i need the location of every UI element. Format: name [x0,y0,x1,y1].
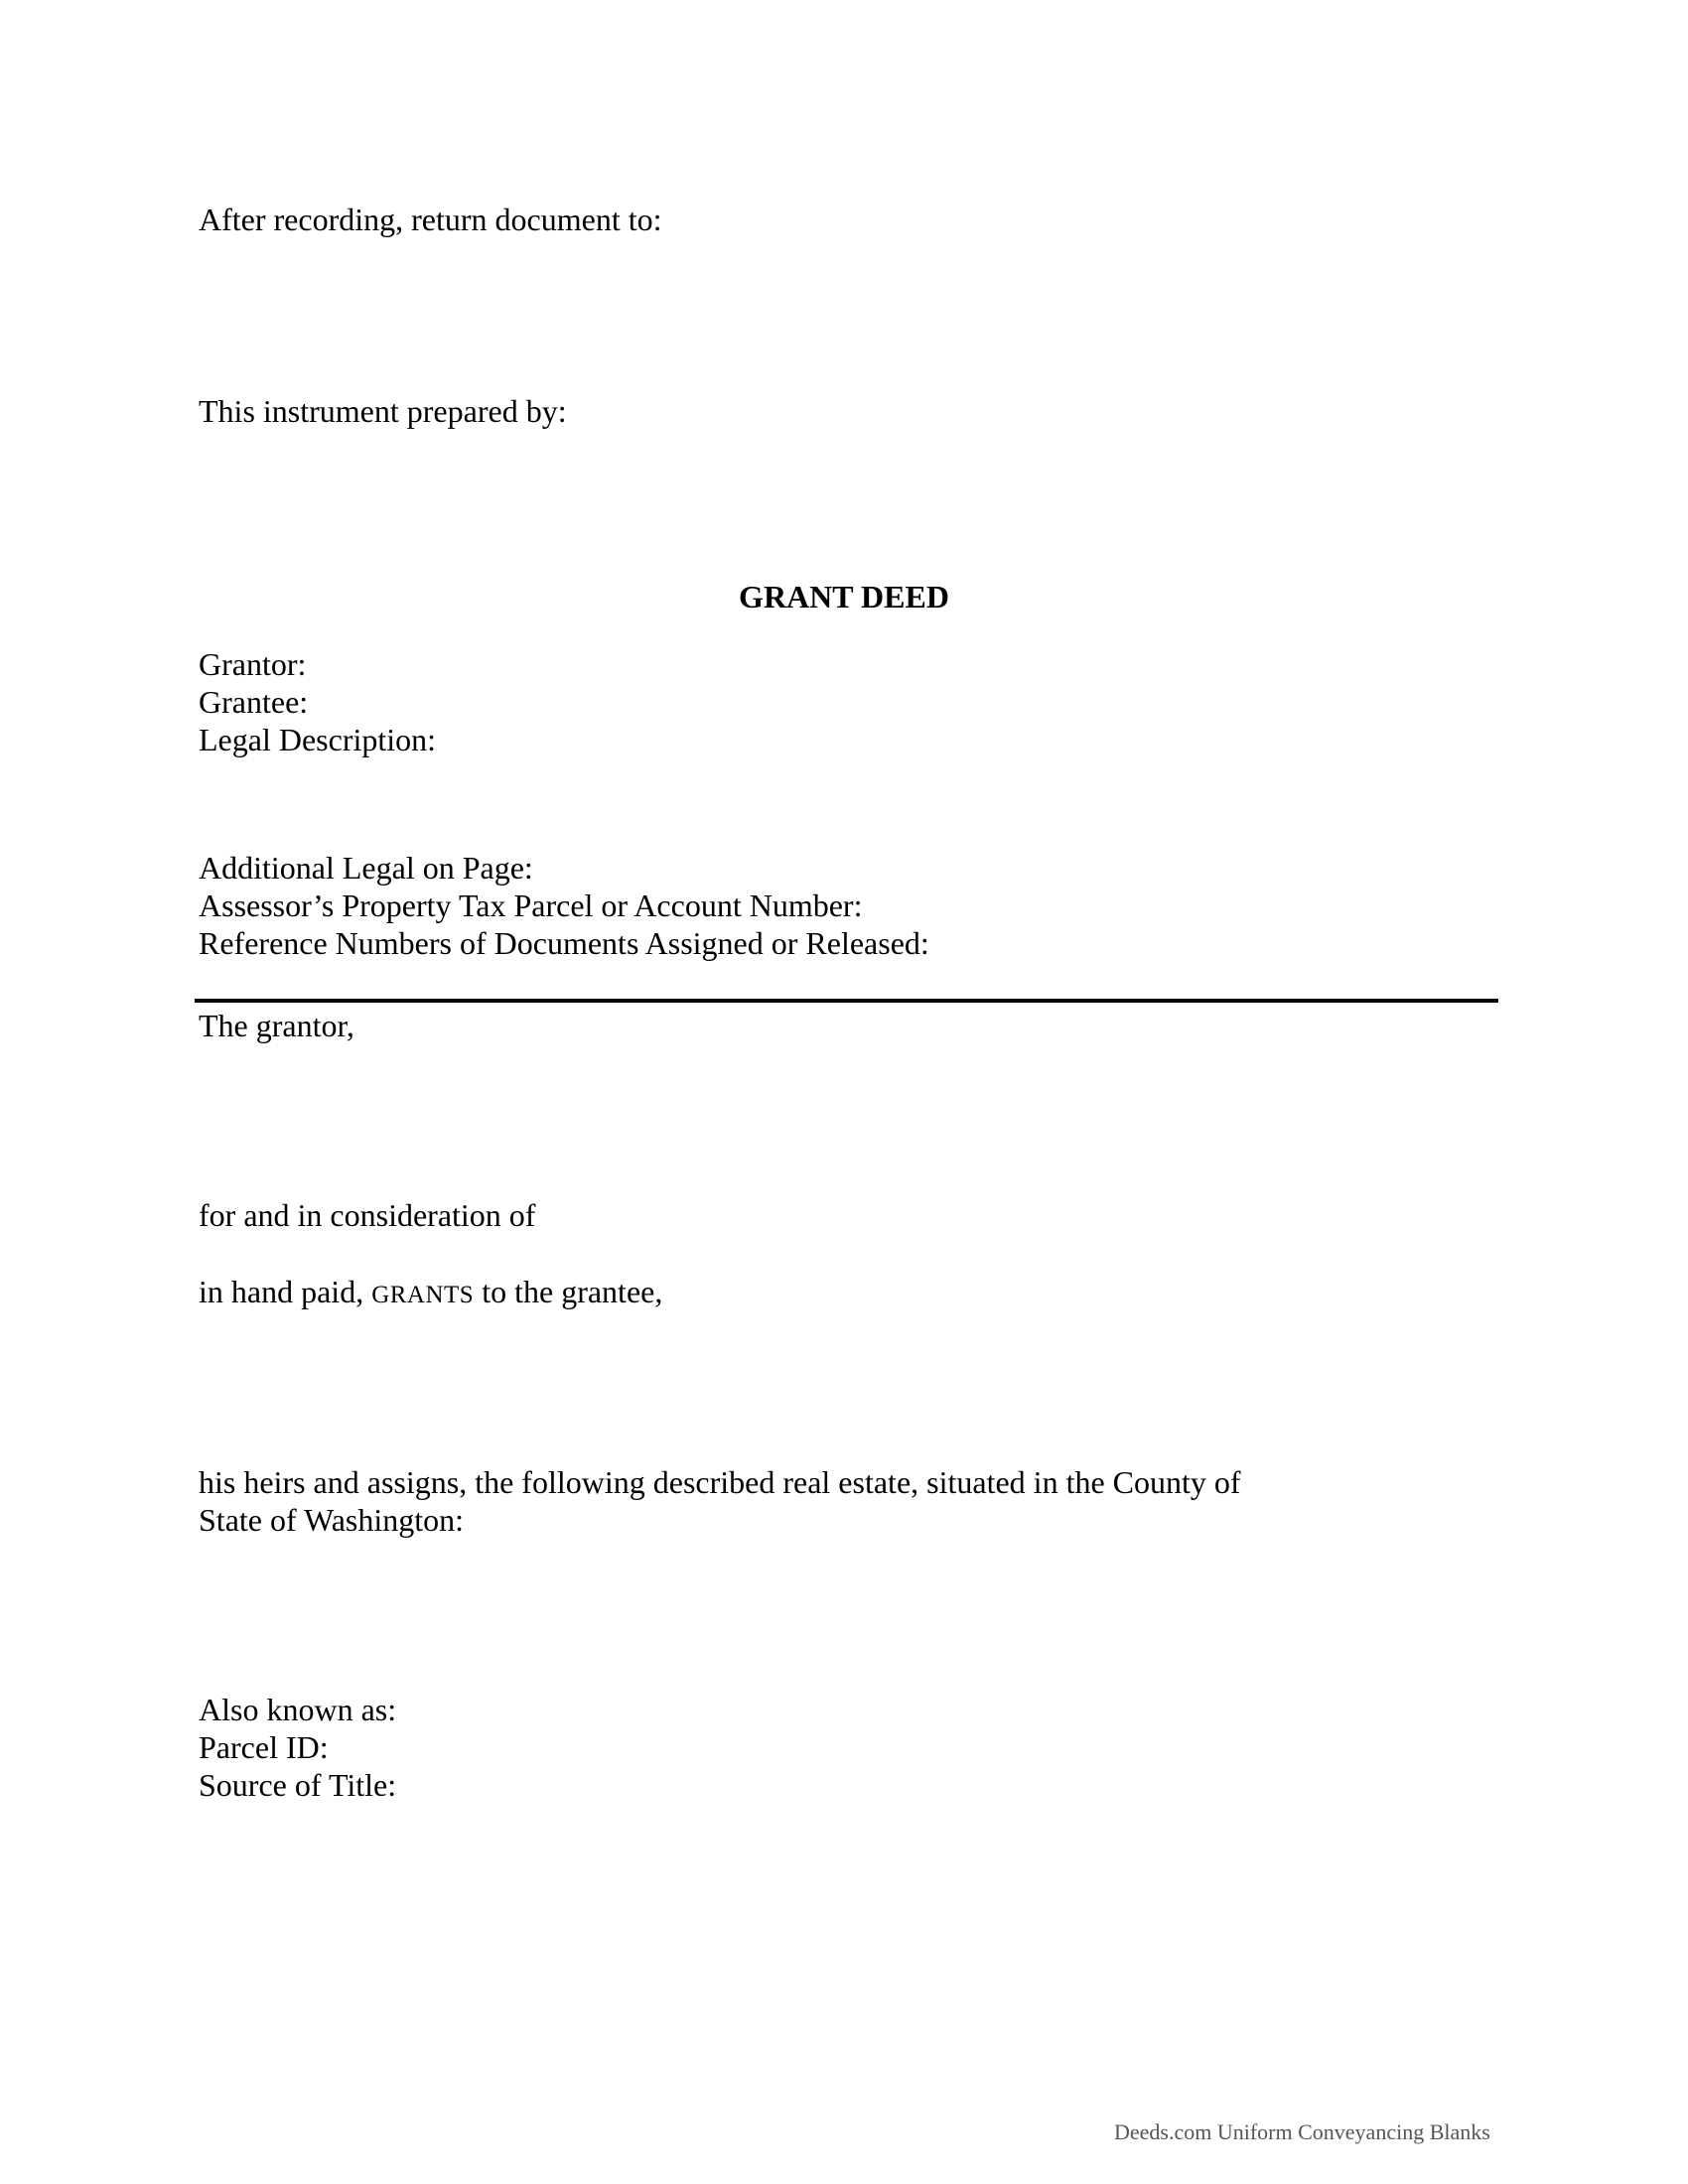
horizontal-rule [195,999,1498,1003]
state-text: State of Washington: [199,1502,465,1538]
parcel-id-label: Parcel ID: [199,1729,329,1765]
footer-text: Deeds.com Uniform Conveyancing Blanks [1114,2119,1490,2144]
heirs-assigns-text: his heirs and assigns, the following described real estate, situated in the County of [199,1464,1241,1500]
legal-description-label: Legal Description: [199,722,437,757]
hand-paid-prefix: in hand paid, [199,1274,372,1309]
additional-legal-label: Additional Legal on Page: [199,850,533,886]
the-grantor-text: The grantor, [199,1008,354,1043]
source-of-title-label: Source of Title: [199,1767,397,1803]
reference-numbers-label: Reference Numbers of Documents Assigned or Released: [199,925,929,961]
document-title: GRANT DEED [739,579,949,614]
consideration-text: for and in consideration of [199,1197,536,1233]
grantee-label: Grantee: [199,684,309,720]
parcel-number-label: Assessor’s Property Tax Parcel or Account Number: [199,887,863,923]
prepared-by-label: This instrument prepared by: [199,393,567,429]
hand-paid-suffix: to the grantee, [474,1274,663,1309]
hand-paid-text [199,1273,662,1314]
grants-word: GRANTS [371,1282,475,1308]
return-to-label: After recording, return document to: [199,202,662,237]
also-known-as-label: Also known as: [199,1692,397,1727]
grantor-label: Grantor: [199,646,307,682]
